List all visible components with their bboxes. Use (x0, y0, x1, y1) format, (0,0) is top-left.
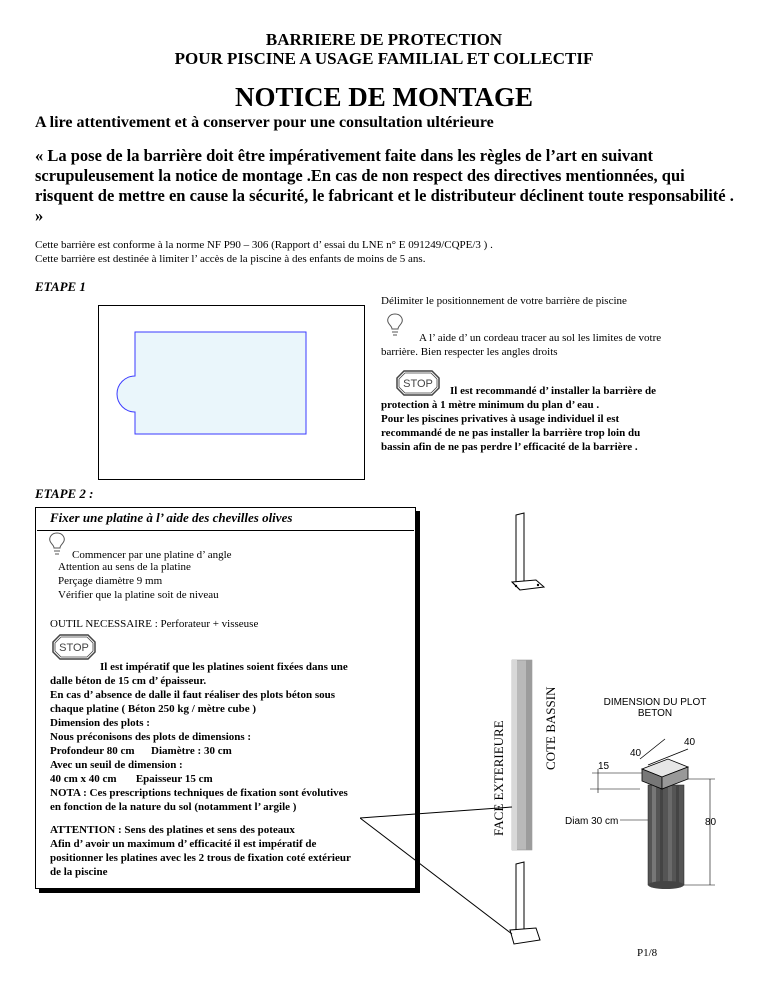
post-diagram (360, 512, 570, 957)
lower-platine (510, 928, 540, 944)
etape1-label: ETAPE 1 (35, 279, 86, 294)
warning-line-5: Dimension des plots : (50, 717, 150, 729)
stop-sign-icon (396, 370, 440, 396)
tool-needed: OUTIL NECESSAIRE : Perforateur + visseuse (50, 618, 259, 630)
warning-line-3: En cas d’ absence de dalle il faut réaliser des plots béton sous (50, 689, 335, 701)
conformity-block (35, 238, 735, 266)
etape2-tip-4: Vérifier que la platine soit de niveau (58, 589, 219, 601)
etape2-tip-3: Perçage diamètre 9 mm (58, 575, 163, 587)
warning-line-7: Profondeur 80 cm Diamètre : 30 cm (50, 745, 232, 757)
etape1-stop-block (381, 398, 741, 454)
page-number: P1/8 (637, 947, 658, 959)
etape1-stop-line5: bassin afin de ne pas perdre l’ efficacité de la barrière . (381, 441, 638, 453)
warning-line-10: NOTA : Ces prescriptions techniques de fixation sont évolutives (50, 787, 348, 799)
attention-line-3: positionner les platines avec les 2 trous de fixation coté extérieur (50, 852, 351, 864)
attention-line-2: Afin d’ avoir un maximum d’ efficacité il est impératif de (50, 838, 317, 850)
plot-title-line1: DIMENSION DU PLOT (603, 697, 707, 708)
page-title: NOTICE DE MONTAGE (234, 82, 534, 112)
pool-diagram (98, 305, 366, 481)
lower-post (516, 862, 524, 934)
face-exterieure-label: FACE EXTERIEURE (491, 720, 506, 836)
plot-dim-40a: 40 (684, 737, 696, 748)
warning-line-6: Nous préconisons des plots de dimensions : (50, 731, 252, 743)
plot-dim-15: 15 (598, 761, 610, 772)
warning-line-8: Avec un seuil de dimension : (50, 759, 183, 771)
plot-dim-80: 80 (705, 817, 717, 828)
warning-line-9: 40 cm x 40 cm Epaisseur 15 cm (50, 773, 213, 785)
etape1-delimit: Délimiter le positionnement de votre barrière de piscine (381, 295, 627, 307)
box-title-divider (37, 530, 414, 531)
etape2-tip-1: Commencer par une platine d’ angle (72, 549, 232, 561)
header-subtitle-block (0, 30, 768, 68)
upper-platine (512, 580, 544, 590)
etape1-tip-line2: barrière. Bien respecter les angles droits (381, 346, 558, 358)
warning-line-1: Il est impératif que les platines soient fixées dans une (100, 661, 348, 673)
conformity-line-2: Cette barrière est destinée à limiter l’ accès de la piscine à des enfants de moins de 5 ans. (35, 253, 426, 265)
liability-quote: « La pose de la barrière doit être impérativement faite dans les règles de l’art en suivant scrupuleusement la notice de montage .En cas de non respect des directives mentionnées, qui risquent de mettre en cause la sécurité, le fabricant et le distributeur déclinent toute responsabilité . » (35, 146, 734, 225)
stop-sign-label: STOP (59, 642, 89, 654)
etape2-tip-2: Attention au sens de la platine (58, 561, 191, 573)
attention-line-4: de la piscine (50, 866, 108, 878)
plot-diam: Diam 30 cm (565, 816, 619, 827)
lightbulb-icon (384, 312, 406, 338)
stop-sign-label: STOP (403, 378, 433, 390)
plot-dim-40b: 40 (630, 748, 642, 759)
warning-line-11: en fonction de la nature du sol (notamment l’ argile ) (50, 801, 297, 813)
etape1-stop-line4: recommandé de ne pas installer la barrière trop loin du (381, 427, 641, 439)
reading-notice: A lire attentivement et à conserver pour une consultation ultérieure (35, 114, 494, 131)
conformity-line-1: Cette barrière est conforme à la norme NF P90 – 306 (Rapport d’ essai du LNE n° E 091249/CQPE/3 ) . (35, 239, 493, 251)
etape1-stop-line1: Il est recommandé d’ installer la barrière de (450, 385, 657, 397)
box-title: Fixer une platine à l’ aide des chevilles olives (50, 510, 293, 525)
cote-bassin-label: COTE BASSIN (543, 686, 558, 770)
plot-title-line2: BETON (637, 708, 673, 719)
attention-line-1: ATTENTION : Sens des platines et sens des poteaux (50, 824, 295, 836)
lightbulb-icon (46, 531, 68, 557)
warning-line-4: chaque platine ( Béton 250 kg / mètre cube ) (50, 703, 257, 715)
header-line-2: POUR PISCINE A USAGE FAMILIAL ET COLLECTIF (174, 49, 594, 68)
header-line-1: BARRIERE DE PROTECTION (265, 30, 503, 49)
etape1-tip-line1: A l’ aide d’ un cordeau tracer au sol les limites de votre (419, 332, 662, 344)
stop-sign-icon (52, 634, 96, 660)
warning-line-2: dalle béton de 15 cm d’ épaisseur. (50, 675, 207, 687)
etape1-stop-line3: Pour les piscines privatives à usage individuel il est (381, 413, 620, 425)
pool-basin (117, 332, 306, 434)
upper-post (516, 513, 524, 584)
plot-title (600, 697, 710, 719)
etape2-label: ETAPE 2 : (35, 486, 94, 501)
concrete-plot-diagram (560, 725, 730, 895)
etape1-stop-line2: protection à 1 mètre minimum du plan d’ eau . (381, 399, 600, 411)
etape2-tip-block (58, 560, 219, 602)
